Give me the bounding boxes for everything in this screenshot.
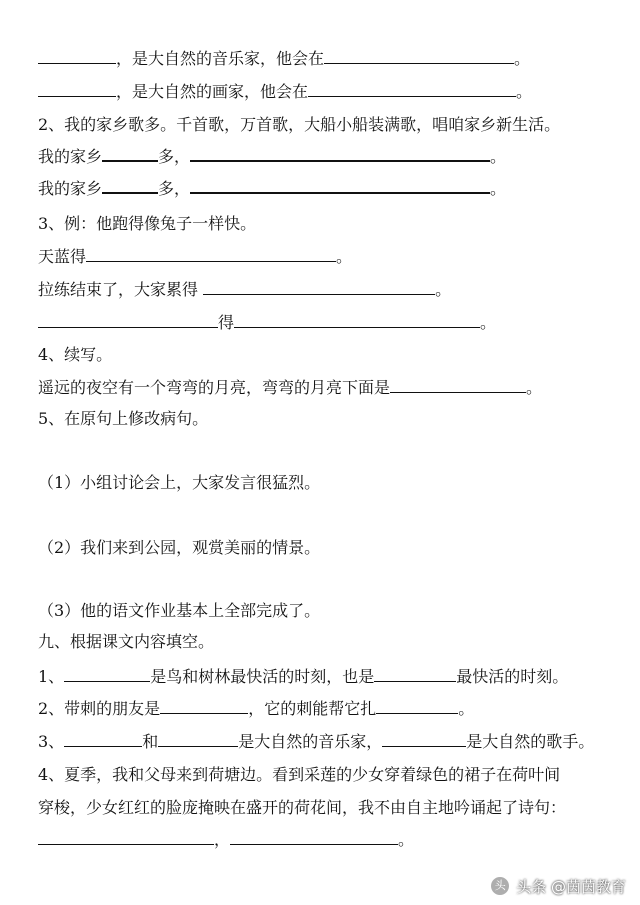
answer-blank[interactable] — [38, 830, 214, 845]
question-2-prompt: 2、我的家乡歌多。千首歌，万首歌，大船小船装满歌，唱咱家乡新生活。 — [38, 115, 561, 134]
answer-blank[interactable] — [38, 82, 116, 97]
fill-line-sky-blue: 天蓝得 。 — [38, 247, 353, 266]
fill-line-hometown-2: 我的家乡 多， 。 — [38, 179, 507, 198]
answer-blank[interactable] — [390, 378, 526, 393]
answer-blank[interactable] — [102, 178, 158, 194]
fill-line-nature-musician: ，是大自然的音乐家，他会在 。 — [38, 47, 530, 71]
question-5-prompt: 5、在原句上修改病句。 — [38, 409, 209, 428]
fill-line-poem: ， 。 — [38, 828, 414, 852]
answer-blank[interactable] — [190, 178, 490, 194]
fill-line-de: 得 。 — [38, 311, 496, 335]
fill-line-musicians: 3、 和 是大自然的音乐家， 是大自然的歌手。 — [38, 732, 595, 751]
answer-blank[interactable] — [203, 280, 435, 295]
fill-line-birds: 1、 是鸟和树林最快活的时刻，也是 最快活的时刻。 — [38, 667, 569, 686]
answer-blank[interactable] — [160, 699, 248, 714]
answer-blank[interactable] — [376, 699, 458, 714]
fill-line-tired: 拉练结束了，大家累得 。 — [38, 280, 452, 299]
fill-line-nature-painter: ，是大自然的画家，他会在 。 — [38, 80, 532, 104]
fill-line-moon: 遥远的夜空有一个弯弯的月亮，弯弯的月亮下面是 。 — [38, 378, 543, 397]
answer-blank[interactable] — [38, 49, 116, 64]
section-9-heading: 九、根据课文内容填空。 — [38, 632, 215, 651]
answer-blank[interactable] — [382, 732, 466, 747]
answer-blank[interactable] — [158, 732, 238, 747]
toutiao-logo-icon: 头 — [490, 876, 510, 896]
question-3-example: 3、例：他跑得像兔子一样快。 — [38, 214, 257, 233]
watermark-text: 头条 @茵茵教育 — [516, 877, 626, 896]
answer-blank[interactable] — [308, 82, 516, 97]
question-4-continue: 4、续写。 — [38, 345, 113, 364]
answer-blank[interactable] — [102, 146, 158, 162]
answer-blank[interactable] — [234, 313, 480, 328]
answer-blank[interactable] — [374, 667, 456, 682]
answer-blank[interactable] — [190, 146, 490, 162]
watermark — [490, 873, 626, 899]
faulty-sentence-1: （1）小组讨论会上，大家发言很猛烈。 — [38, 473, 321, 492]
fill-line-prickly-friend: 2、带刺的朋友是 ，它的刺能帮它扎 。 — [38, 699, 475, 718]
answer-blank[interactable] — [64, 667, 150, 682]
question-4-lotus-1: 4、夏季，我和父母来到荷塘边。看到采莲的少女穿着绿色的裙子在荷叶间 — [38, 765, 561, 784]
faulty-sentence-2: （2）我们来到公园，观赏美丽的情景。 — [38, 538, 321, 557]
answer-blank[interactable] — [64, 732, 142, 747]
answer-blank[interactable] — [230, 830, 398, 845]
answer-blank[interactable] — [324, 49, 514, 64]
faulty-sentence-3: （3）他的语文作业基本上全部完成了。 — [38, 601, 321, 620]
question-4-lotus-2: 穿梭，少女红红的脸庞掩映在盛开的荷花间，我不由自主地吟诵起了诗句： — [38, 798, 567, 817]
fill-line-hometown-1: 我的家乡 多， 。 — [38, 147, 507, 166]
answer-blank[interactable] — [86, 247, 336, 262]
answer-blank[interactable] — [38, 313, 218, 328]
